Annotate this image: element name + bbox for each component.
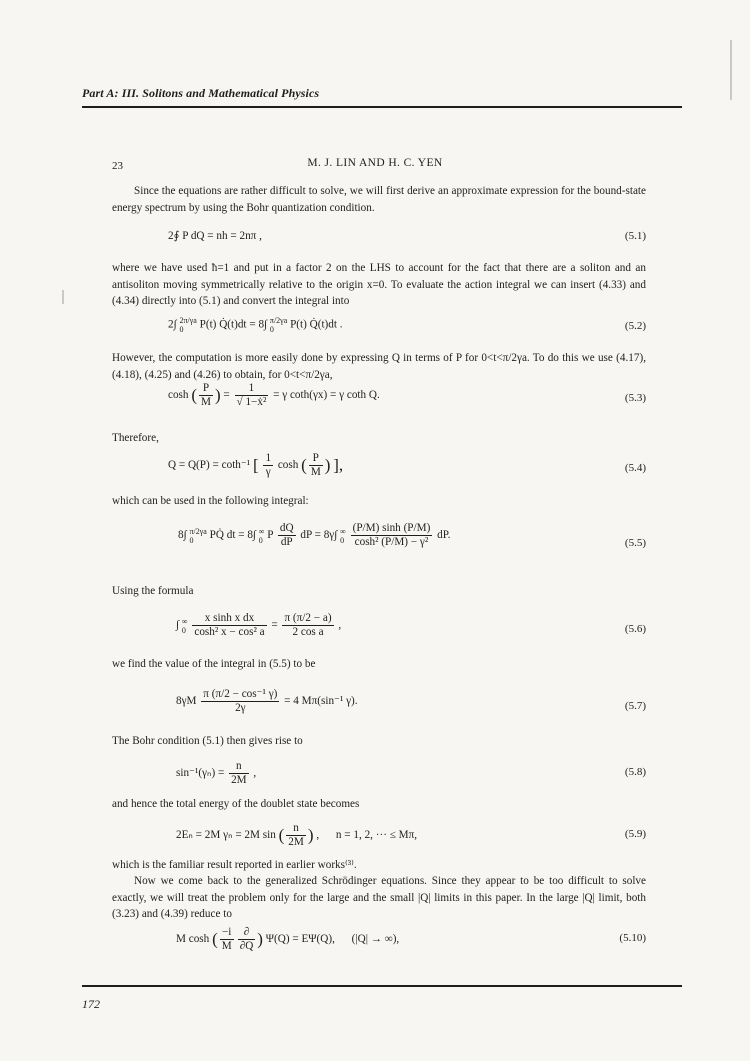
one-over-gamma: $\frac{1}{\gamma}$ [265,452,272,478]
formula-fraction: $\frac{\text{x sinh x dx}}{\text{cosh² x − cos² a}}$ [194,612,265,638]
equation-5-6-number: (5.6) [624,623,646,635]
integral-limits [182,617,188,635]
p-symbol: P [267,529,274,542]
lower-limit: 0 [181,625,186,635]
p-over-m: $\frac{P}{M}$ [310,452,321,478]
authors-heading: M. J. LIN AND H. C. YEN [307,157,443,169]
equation-5-5-number: (5.5) [624,537,646,549]
paragraph-3: However, the computation is more easily done by expressing Q in terms of P for 0<t<π/2γa. To do this we use (4.17), (4.18), (4.25) and (4.26) to obtain, for 0<t<π/2γa, [112,352,646,381]
sinh-cosh-fraction: $\frac{(P/M) \sinh (P/M)}{\text{cosh² (P/M) − γ²}}$ [352,522,431,548]
n-over-2m: $\frac{n}{2M}$ [231,760,247,786]
integral-limits-2 [270,316,287,334]
comma: , [338,619,342,632]
upper-limit-2: π/2γa [269,316,288,325]
energy-term: 2Eₙ = 2M γₙ = 2M sin [176,829,276,842]
upper-limit: π/2γa [189,526,207,536]
equals: = [223,389,230,402]
cosh-term: M cosh [176,933,210,946]
integrand-1: PQ̇ dt = 8∫ [209,529,256,542]
equation-5-9 [176,822,656,849]
paragraph-5: which can be used in the following integral: [112,495,309,507]
integral-limits [189,527,206,545]
integral-limits-3 [340,527,346,545]
equation-5-1-number: (5.1) [624,230,646,242]
integral-limits-2 [259,527,265,545]
prefactor: 8γM [176,695,197,708]
paragraph-11: Now we come back to the generalized Schrödinger equations. Since they appear to be too difficult to solve exactly, we will treat the problem only for the large and the small |Q| limits in this paper. In the large |Q| limit, both (3.23) and (4.39) reduce to [112,875,646,920]
footer-rule [82,985,682,987]
paragraph-7: we find the value of the integral in (5.5) to be [112,658,316,670]
equation-5-2-number: (5.2) [624,320,646,332]
arcsin-term: sin⁻¹(γₙ) = [176,767,225,780]
result: = 4 Mπ(sin⁻¹ γ). [284,695,358,708]
lower-limit-3: 0 [340,535,345,545]
paragraph-9: and hence the total energy of the doublet state becomes [112,798,360,810]
running-head: Part A: III. Solitons and Mathematical Physics [82,86,320,100]
integrand-2: dP = 8γ∫ [300,529,338,542]
page-number: 172 [82,997,100,1011]
cosh-term: cosh [168,389,189,402]
paren-close: ) [307,825,314,845]
arccoth-term: Q = Q(P) = coth⁻¹ [168,459,251,472]
paren-open: ( [212,929,218,949]
equation-5-1 [168,229,648,242]
lower-limit-2: 0 [269,325,274,334]
upper-limit-3: ∞ [340,526,346,536]
integral-sign: 8∫ [178,529,187,542]
equation-5-3 [168,382,648,409]
paragraph-6: Using the formula [112,585,194,597]
lower-limit: 0 [189,535,194,545]
bracket-close: ], [333,455,344,475]
dq-dp: $\frac{dQ}{dP}$ [279,522,294,548]
equation-5-9-number: (5.9) [624,828,646,840]
equation-5-10 [176,926,656,953]
equation-5-2 [168,316,648,334]
integrand-2: P(t) Q̇(t)dt . [290,318,343,331]
upper-limit-2: ∞ [258,526,265,536]
paragraph-1: Since the equations are rather difficult to solve, we will first derive an approximate expression for the bound-state energy spectrum by using the Bohr quantization condition. [112,185,646,214]
paren-close: ) [257,929,263,949]
result-fraction: $\frac{\pi (\pi/2 - a)}{\text{2 cos a}}$ [284,612,332,638]
header-rule [82,106,682,108]
equation-5-8-number: (5.8) [624,766,646,778]
scan-mark [730,40,732,100]
value-fraction: $\frac{\text{π (π/2 − cos⁻¹ γ)}}{2\gamma}$ [203,688,278,714]
minus-i-over-m: $\frac{-i}{M}$ [221,926,232,952]
wavefunction-term: Ψ(Q) = EΨ(Q), (|Q| → ∞), [265,933,400,946]
integral-sign: ∫ [176,619,180,632]
equation-5-1-expr: 2∮ P dQ = nh = 2nπ , [168,230,262,242]
inner-page-number: 23 [112,160,123,172]
scan-mark [62,290,64,304]
equation-5-8 [176,760,656,787]
dp-term: dP. [437,529,451,542]
paren-open: ( [278,825,285,845]
paren-close: ) [214,385,221,405]
integral-sign: 2∫ [168,318,177,331]
lower-limit-2: 0 [258,535,263,545]
n-range: , n = 1, 2, ··· ≤ Mπ, [316,829,418,842]
equals: = [271,619,278,632]
equation-5-5 [178,522,658,549]
paren-close: ) [324,455,331,475]
cosh-term: cosh [277,459,299,472]
lower-limit: 0 [179,325,184,334]
paren-open: ( [301,455,307,475]
equation-5-4-number: (5.4) [624,462,646,474]
comma: , [253,767,257,780]
paragraph-4: Therefore, [112,432,159,444]
paragraph-8: The Bohr condition (5.1) then gives rise to [112,735,303,747]
equation-5-4 [168,452,648,479]
paragraph-2: where we have used ħ=1 and put in a factor 2 on the LHS to account for the fact that there are a soliton and an antisoliton moving symmetrically relative to the origin x=0. To evaluate the action integral we can insert (4.33) and (4.34) directly into (5.1) and convert the integral into [112,262,646,307]
n-over-2m: $\frac{n}{2M}$ [288,822,304,848]
paragraph-10: which is the familiar result reported in earlier works⁽³⁾. [112,859,357,871]
integrand: P(t) Q̇(t)dt = 8∫ [199,318,268,331]
paren-open: ( [191,385,197,405]
integral-limits [179,316,196,334]
sqrt-fraction: $\frac{1}{\text{√ 1−ẋ²}}$ [236,382,267,408]
equation-5-10-number: (5.10) [619,932,646,944]
p-over-m: $\frac{P}{M}$ [200,382,211,408]
upper-limit: 2π/γa [179,316,197,325]
equation-5-3-number: (5.3) [624,392,646,404]
equation-5-7 [176,688,656,715]
coth-term: = γ coth(γx) = γ coth Q. [273,389,380,402]
bracket-open: [ [252,455,259,475]
partial-q: $\frac{\partial}{\partial Q}$ [239,926,254,952]
equation-5-7-number: (5.7) [624,700,646,712]
upper-limit: ∞ [181,616,188,626]
equation-5-6 [176,612,656,639]
